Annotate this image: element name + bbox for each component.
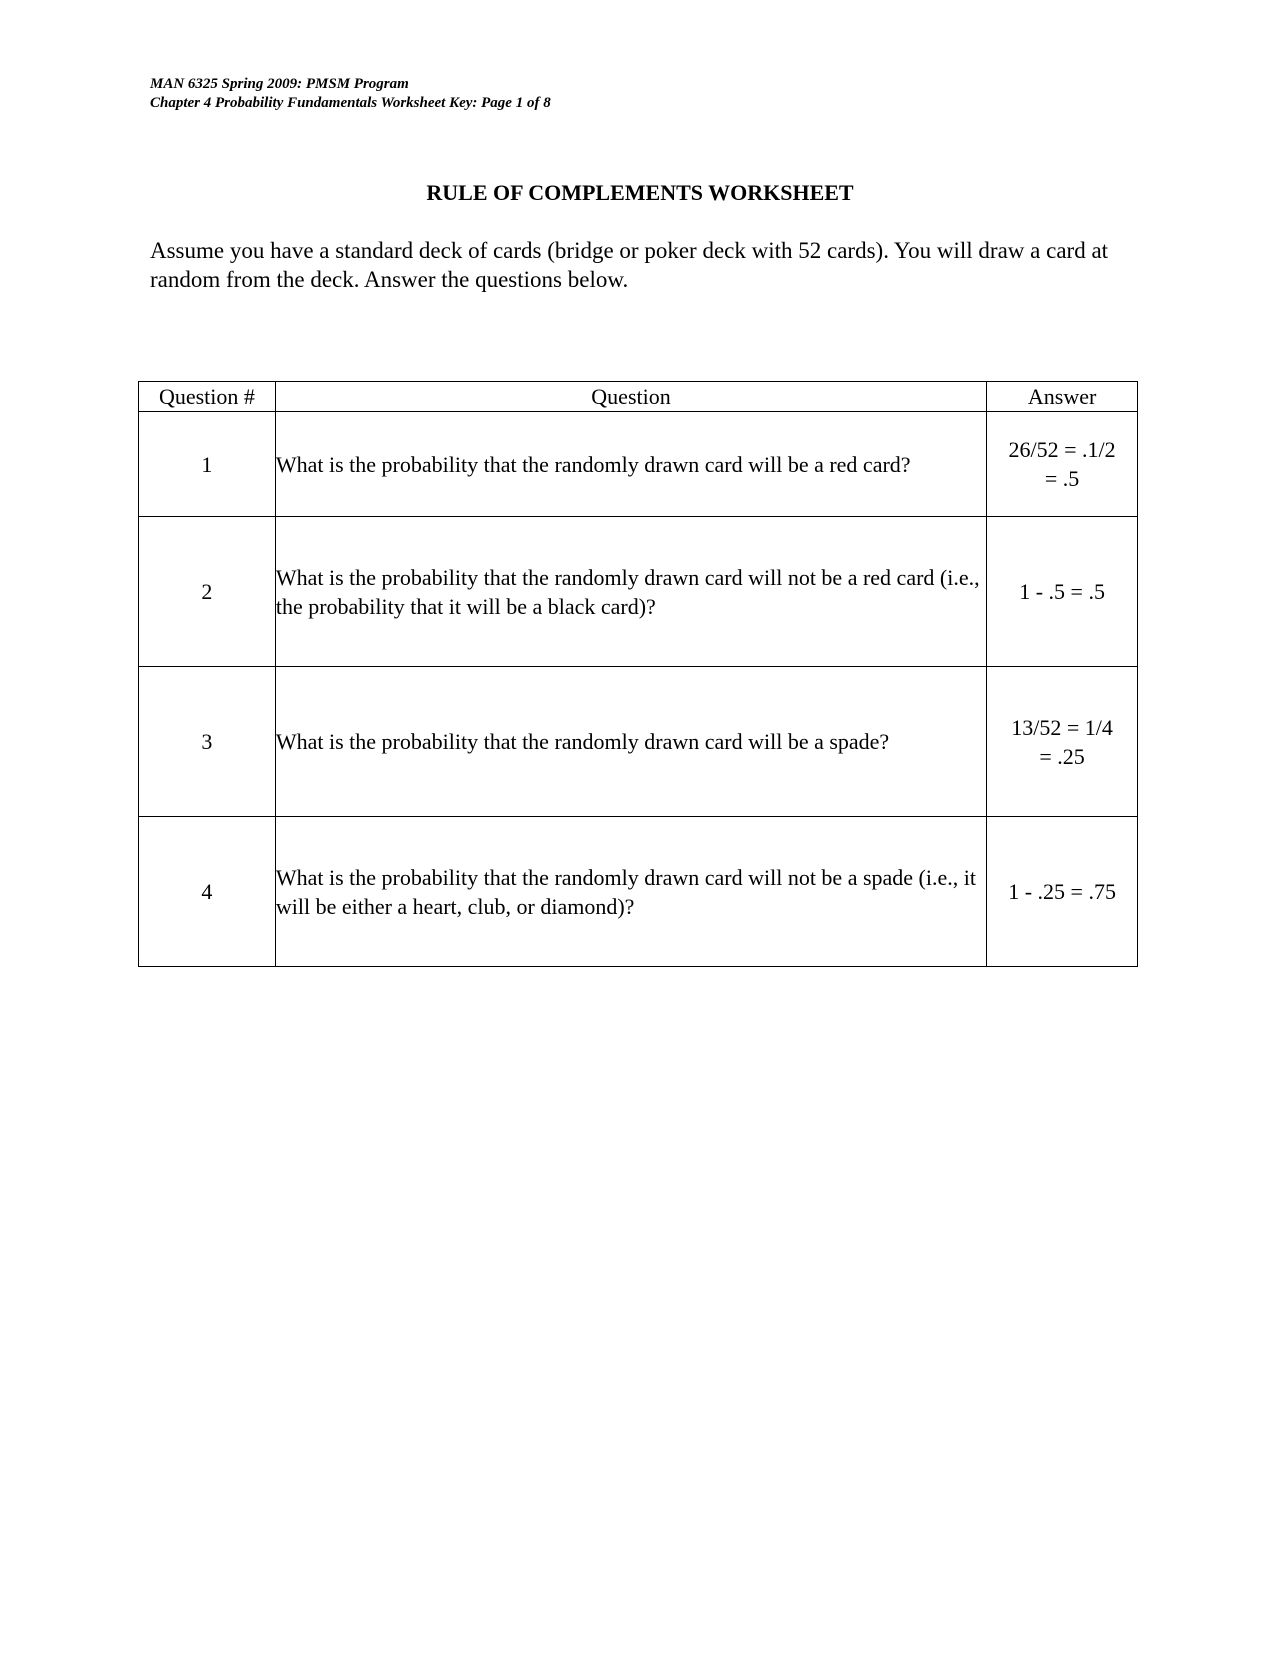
question-text: What is the probability that the randomly drawn card will be a red card?	[275, 412, 986, 517]
question-number: 3	[139, 667, 276, 817]
table-row	[139, 667, 1138, 817]
header-question: Question	[275, 382, 986, 412]
question-text: What is the probability that the randomly drawn card will be a spade?	[275, 667, 986, 817]
answer-line-1: 13/52 = 1/4	[1011, 714, 1113, 740]
answer-line-1: 26/52 = .1/2	[1008, 437, 1116, 462]
question-number: 1	[139, 412, 276, 517]
header-question-number: Question #	[139, 382, 276, 412]
answer-line-1: 1 - .25 = .75	[1008, 879, 1116, 904]
intro-paragraph: Assume you have a standard deck of cards (bridge or poker deck with 52 cards). You will draw a card at random from the deck. Answer the questions below.	[150, 238, 1109, 292]
header-chapter-line: Chapter 4 Probability Fundamentals Worksheet Key: Page 1 of 8	[150, 95, 551, 111]
table-row	[139, 817, 1138, 967]
questions-table	[138, 381, 1138, 967]
header-answer: Answer	[987, 382, 1138, 412]
answer-line-2: = .25	[1039, 743, 1085, 769]
answer-line-2: = .5	[1044, 466, 1080, 491]
answer-cell	[987, 817, 1138, 967]
table-header-row	[139, 382, 1138, 412]
page-header	[150, 75, 551, 113]
table-row	[139, 517, 1138, 667]
question-text: What is the probability that the randomly drawn card will not be a red card (i.e., the probability that it will be a black card)?	[275, 517, 986, 667]
header-course-line: MAN 6325 Spring 2009: PMSM Program	[150, 76, 409, 92]
answer-line-1: 1 - .5 = .5	[1019, 579, 1105, 604]
answer-cell	[987, 412, 1138, 517]
worksheet-title: RULE OF COMPLEMENTS WORKSHEET	[426, 180, 854, 205]
question-text: What is the probability that the randomly drawn card will not be a spade (i.e., it will be either a heart, club, or diamond)?	[275, 817, 986, 967]
question-number: 2	[139, 517, 276, 667]
answer-cell	[987, 517, 1138, 667]
answer-cell	[987, 667, 1138, 817]
table-row	[139, 412, 1138, 517]
question-number: 4	[139, 817, 276, 967]
